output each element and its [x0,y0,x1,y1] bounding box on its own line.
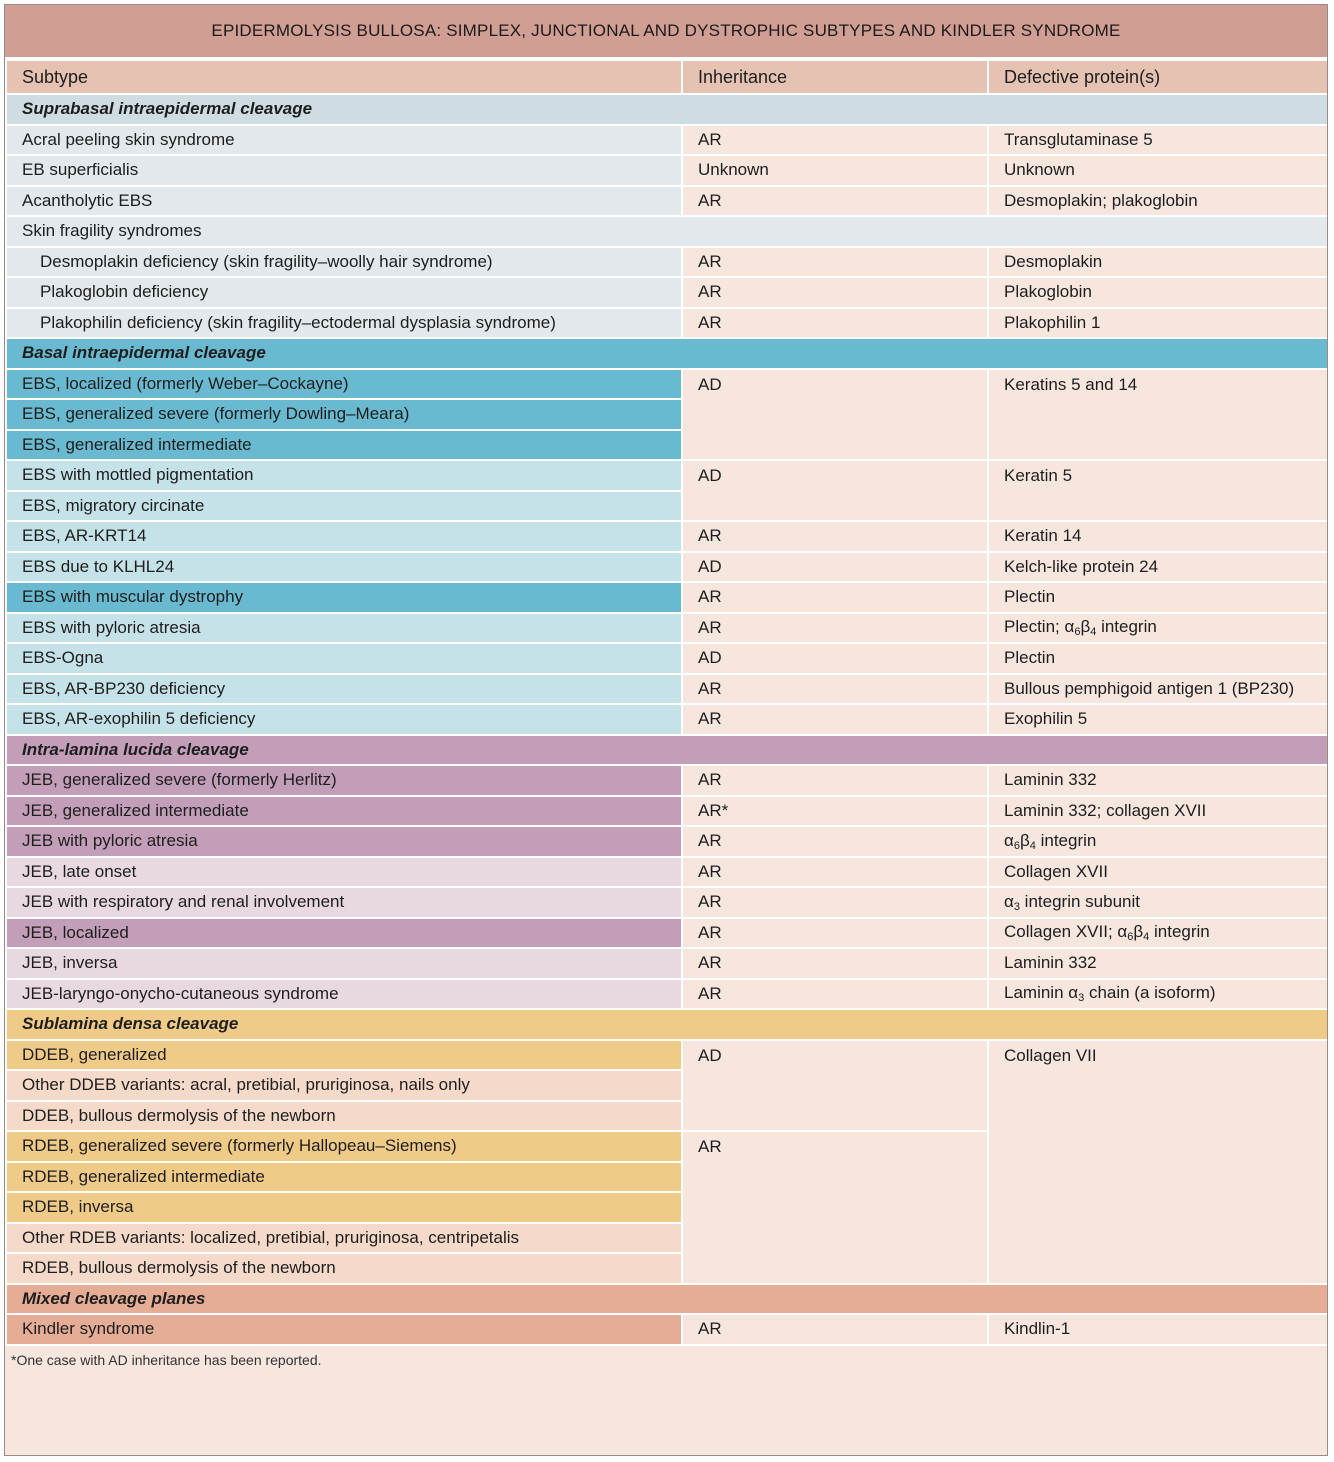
table-row [6,948,1328,979]
table-frame [4,4,1328,1456]
inheritance-cell: AR [682,308,988,339]
protein-cell: Keratin 14 [988,521,1328,552]
inheritance-cell: AR [682,186,988,217]
inheritance-cell: AR [682,125,988,156]
column-header-inheritance: Inheritance [682,60,988,94]
table-row [6,765,1328,796]
protein-cell: Collagen XVII [988,857,1328,888]
protein-cell: Laminin $\alpha_3$ chain (a isoform) [988,979,1328,1010]
section-row [6,94,1328,125]
protein-cell: Keratin 5 [988,460,1328,521]
subtype-cell: Other DDEB variants: acral, pretibial, pruriginosa, nails only [6,1070,682,1101]
inheritance-cell: AR* [682,796,988,827]
subtype-cell: RDEB, generalized severe (formerly Hallopeau–Siemens) [6,1131,682,1162]
table-row [6,247,1328,278]
section-row [6,1009,1328,1040]
subtype-cell: EBS, AR-exophilin 5 deficiency [6,704,682,735]
subtype-cell: EBS, generalized severe (formerly Dowling–Meara) [6,399,682,430]
protein-cell: Collagen VII [988,1040,1328,1284]
subhead-row [6,216,1328,247]
table-row [6,887,1328,918]
subtype-cell: JEB, inversa [6,948,682,979]
subtype-cell: RDEB, generalized intermediate [6,1162,682,1193]
protein-cell: Laminin 332 [988,765,1328,796]
subtype-cell: Other RDEB variants: localized, pretibial, pruriginosa, centripetalis [6,1223,682,1254]
table-row [6,582,1328,613]
subtype-cell: JEB, late onset [6,857,682,888]
inheritance-cell: Unknown [682,155,988,186]
protein-cell: Collagen XVII; $\alpha_6\beta_4$ integrin [988,918,1328,949]
table-row [6,521,1328,552]
subtype-cell: DDEB, bullous dermolysis of the newborn [6,1101,682,1132]
section-label: Sublamina densa cleavage [6,1009,1328,1040]
subtypes-table [5,59,1328,1346]
subtype-cell: EBS, generalized intermediate [6,430,682,461]
subtype-cell: EBS, migratory circinate [6,491,682,522]
table-row [6,369,1328,400]
inheritance-cell: AD [682,460,988,521]
table-row [6,613,1328,644]
protein-cell: Plectin [988,582,1328,613]
protein-cell: Plakophilin 1 [988,308,1328,339]
protein-cell: Keratins 5 and 14 [988,369,1328,461]
subtype-cell: EB superficialis [6,155,682,186]
protein-cell: Transglutaminase 5 [988,125,1328,156]
subtype-cell: JEB-laryngo-onycho-cutaneous syndrome [6,979,682,1010]
inheritance-cell: AR [682,1314,988,1345]
table-row [6,308,1328,339]
inheritance-cell: AR [682,582,988,613]
inheritance-cell: AR [682,948,988,979]
protein-cell: Desmoplakin; plakoglobin [988,186,1328,217]
header-row [6,60,1328,94]
section-row [6,735,1328,766]
protein-cell: Kelch-like protein 24 [988,552,1328,583]
inheritance-cell: AR [682,613,988,644]
table-row [6,1040,1328,1071]
table-row [6,155,1328,186]
inheritance-cell: AR [682,857,988,888]
subtype-cell: JEB, generalized severe (formerly Herlitz) [6,765,682,796]
subtype-cell: EBS due to KLHL24 [6,552,682,583]
protein-cell: Desmoplakin [988,247,1328,278]
column-header-protein: Defective protein(s) [988,60,1328,94]
inheritance-cell: AR [682,674,988,705]
subtype-cell: EBS, localized (formerly Weber–Cockayne) [6,369,682,400]
table-row [6,796,1328,827]
section-row [6,338,1328,369]
subtype-cell: RDEB, inversa [6,1192,682,1223]
inheritance-cell: AD [682,643,988,674]
table-row [6,277,1328,308]
section-label: Basal intraepidermal cleavage [6,338,1328,369]
protein-cell: Kindlin-1 [988,1314,1328,1345]
inheritance-cell: AR [682,521,988,552]
table-row [6,643,1328,674]
inheritance-cell: AR [682,1131,988,1284]
inheritance-cell: AD [682,552,988,583]
footnote: *One case with AD inheritance has been reported. [11,1351,322,1368]
inheritance-cell: AR [682,887,988,918]
subtype-cell: Acantholytic EBS [6,186,682,217]
inheritance-cell: AR [682,979,988,1010]
inheritance-cell: AR [682,826,988,857]
subtype-cell: EBS-Ogna [6,643,682,674]
subtype-cell: Plakophilin deficiency (skin fragility–ectodermal dysplasia syndrome) [6,308,682,339]
table-row [6,704,1328,735]
inheritance-cell: AR [682,704,988,735]
table-row [6,674,1328,705]
table-body [6,94,1328,1345]
inheritance-cell: AR [682,247,988,278]
subtype-cell: EBS with muscular dystrophy [6,582,682,613]
table-row [6,1314,1328,1345]
protein-cell: Plectin; $\alpha_6\beta_4$ integrin [988,613,1328,644]
table-row [6,857,1328,888]
protein-cell: $\alpha_6\beta_4$ integrin [988,826,1328,857]
inheritance-cell: AR [682,918,988,949]
section-row [6,1284,1328,1315]
subtype-cell: EBS, AR-BP230 deficiency [6,674,682,705]
table-row [6,826,1328,857]
subtype-cell: JEB with respiratory and renal involvement [6,887,682,918]
table-row [6,125,1328,156]
table-row [6,979,1328,1010]
protein-cell: Plakoglobin [988,277,1328,308]
table-row [6,186,1328,217]
protein-cell: Laminin 332; collagen XVII [988,796,1328,827]
protein-cell: Unknown [988,155,1328,186]
protein-cell: Exophilin 5 [988,704,1328,735]
protein-cell: Plectin [988,643,1328,674]
table-row [6,460,1328,491]
inheritance-cell: AR [682,765,988,796]
protein-cell: Laminin 332 [988,948,1328,979]
inheritance-cell: AD [682,1040,988,1132]
section-label: Suprabasal intraepidermal cleavage [6,94,1328,125]
subtype-cell: JEB, localized [6,918,682,949]
subtype-cell: Plakoglobin deficiency [6,277,682,308]
subtype-cell: Acral peeling skin syndrome [6,125,682,156]
subtype-cell: JEB, generalized intermediate [6,796,682,827]
table-row [6,552,1328,583]
protein-cell: Bullous pemphigoid antigen 1 (BP230) [988,674,1328,705]
column-header-subtype: Subtype [6,60,682,94]
subtype-cell: Kindler syndrome [6,1314,682,1345]
table-row [6,918,1328,949]
subtype-cell: Desmoplakin deficiency (skin fragility–woolly hair syndrome) [6,247,682,278]
inheritance-cell: AR [682,277,988,308]
inheritance-cell: AD [682,369,988,461]
subtype-cell: EBS with pyloric atresia [6,613,682,644]
section-label: Intra-lamina lucida cleavage [6,735,1328,766]
protein-cell: $\alpha_3$ integrin subunit [988,887,1328,918]
subtype-cell: JEB with pyloric atresia [6,826,682,857]
table-title: EPIDERMOLYSIS BULLOSA: SIMPLEX, JUNCTIONAL AND DYSTROPHIC SUBTYPES AND KINDLER SYNDROME [5,5,1327,59]
subtype-cell: DDEB, generalized [6,1040,682,1071]
subtype-cell: EBS with mottled pigmentation [6,460,682,491]
subtype-cell: EBS, AR-KRT14 [6,521,682,552]
subtype-cell: RDEB, bullous dermolysis of the newborn [6,1253,682,1284]
subtype-group-label: Skin fragility syndromes [6,216,1328,247]
section-label: Mixed cleavage planes [6,1284,1328,1315]
